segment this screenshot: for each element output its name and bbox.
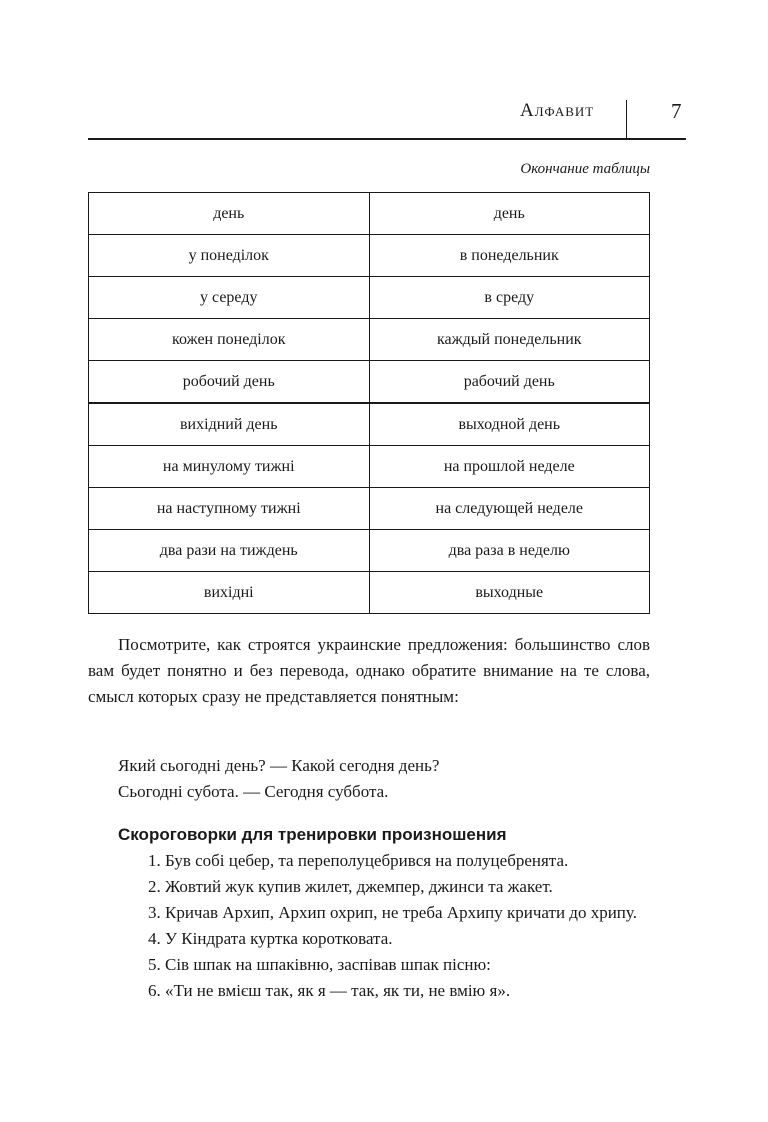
chapter-title: Алфавит	[520, 100, 595, 121]
example-sentence: Який сьогодні день? — Какой сегодня день?	[118, 756, 440, 775]
ukrainian-cell: на наступному тижні	[89, 488, 370, 530]
ukrainian-cell: день	[89, 193, 370, 235]
item-number: 4.	[148, 929, 161, 948]
ukrainian-cell: кожен понеділок	[89, 319, 370, 361]
table-row	[89, 446, 650, 488]
table-row	[89, 319, 650, 361]
table-row	[89, 572, 650, 614]
russian-cell: выходные	[369, 572, 650, 614]
ukrainian-cell: у понеділок	[89, 235, 370, 277]
table-row	[89, 361, 650, 404]
vocabulary-table	[88, 192, 650, 614]
table-row	[89, 403, 650, 446]
header-rule	[88, 138, 686, 140]
russian-cell: каждый понедельник	[369, 319, 650, 361]
item-number: 6.	[148, 981, 161, 1000]
ukrainian-cell: вихідний день	[89, 403, 370, 446]
item-number: 3.	[148, 903, 161, 922]
table-caption: Окончание таблицы	[520, 161, 650, 177]
item-text: Сів шпак на шпаківню, заспівав шпак пісню:	[165, 955, 491, 974]
list-item	[88, 926, 650, 952]
list-item	[88, 848, 650, 874]
russian-cell: два раза в неделю	[369, 530, 650, 572]
ukrainian-cell: на минулому тижні	[89, 446, 370, 488]
item-number: 2.	[148, 877, 161, 896]
table-row	[89, 193, 650, 235]
russian-cell: выходной день	[369, 403, 650, 446]
header-separator	[626, 100, 627, 138]
russian-cell: на следующей неделе	[369, 488, 650, 530]
ukrainian-cell: вихідні	[89, 572, 370, 614]
table-row	[89, 488, 650, 530]
list-item	[88, 952, 650, 978]
table-row	[89, 235, 650, 277]
russian-cell: рабочий день	[369, 361, 650, 404]
russian-cell: в среду	[369, 277, 650, 319]
tongue-twister-list	[88, 848, 650, 1004]
list-item	[88, 900, 650, 926]
list-item	[88, 978, 650, 1004]
table-row	[89, 530, 650, 572]
example-sentence: Сьогодні субота. — Сегодня суббота.	[118, 782, 389, 801]
ukrainian-cell: робочий день	[89, 361, 370, 404]
item-text: Був собі цебер, та переполуцебрився на полуцебренята.	[165, 851, 569, 870]
russian-cell: в понедельник	[369, 235, 650, 277]
ukrainian-cell: у середу	[89, 277, 370, 319]
ukrainian-cell: два рази на тиждень	[89, 530, 370, 572]
russian-cell: день	[369, 193, 650, 235]
russian-cell: на прошлой неделе	[369, 446, 650, 488]
item-number: 5.	[148, 955, 161, 974]
table-row	[89, 277, 650, 319]
page-number: 7	[671, 99, 682, 123]
item-text: У Кіндрата куртка коротковата.	[165, 929, 393, 948]
item-text: «Ти не вмієш так, як я — так, як ти, не вмію я».	[165, 981, 511, 1000]
list-item	[88, 874, 650, 900]
item-text: Кричав Архип, Архип охрип, не треба Архипу кричати до хрипу.	[165, 903, 637, 922]
item-number: 1.	[148, 851, 161, 870]
item-text: Жовтий жук купив жилет, джемпер, джинси та жакет.	[165, 877, 553, 896]
intro-paragraph: Посмотрите, как строятся украинские предложения: большинство слов вам будет понятно и без перевода, однако обратите внимание на те слова, смысл которых сразу не представляется понятным:	[88, 635, 650, 706]
section-heading: Скороговорки для тренировки произношения	[118, 825, 507, 844]
